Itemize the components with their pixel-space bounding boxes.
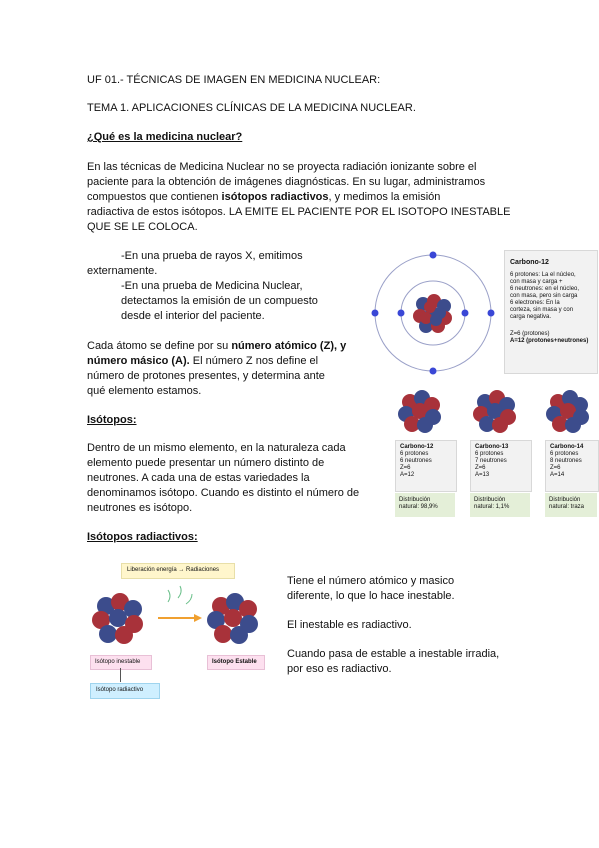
isotope-line-2: elemento puede presentar un número distinto de xyxy=(87,457,325,469)
atom-line-1: Cada átomo se define por su número atómico (Z), y xyxy=(87,340,347,352)
isotope-name: Carbono-12 xyxy=(400,444,434,450)
card-title: Carbono-12 xyxy=(510,259,549,266)
card-line: Z=6 (protones) xyxy=(510,331,550,337)
isotope-line-4: denominamos isótopo. Cuando es distinto el número de xyxy=(87,487,360,499)
card-line: carga negativa. xyxy=(510,314,552,320)
isotope-z: Z=6 xyxy=(550,465,561,471)
isotope-a: A=14 xyxy=(550,472,565,478)
distribution-label: Distribución xyxy=(399,497,431,503)
isotope-name: Carbono-14 xyxy=(550,444,584,450)
carbon-14-nucleus xyxy=(546,390,589,433)
radio-line-2: diferente, lo que lo hace inestable. xyxy=(287,590,455,602)
section-heading-isotopes: Isótopos: xyxy=(87,414,137,426)
distribution-value: natural: 1,1% xyxy=(474,504,510,510)
energy-release-label xyxy=(121,563,235,579)
xray-line-1: -En una prueba de rayos X, emitimos xyxy=(121,250,303,262)
intro-line-5: QUE SE LE COLOCA. xyxy=(87,221,198,233)
connector-line xyxy=(120,668,121,682)
card-line: corteza, sin masa y con xyxy=(510,307,574,313)
isotope-card-c13 xyxy=(470,440,532,492)
distribution-value: natural: 98,9% xyxy=(399,504,438,510)
carbon-atom-diagram xyxy=(368,246,498,380)
isotope-line-1: Dentro de un mismo elemento, en la naturaleza cada xyxy=(87,442,346,454)
card-line: A=12 (protones+neutrones) xyxy=(510,338,589,344)
isotope-protons: 6 protones xyxy=(475,451,504,457)
topic-title: TEMA 1. APLICACIONES CLÍNICAS DE LA MEDICINA NUCLEAR. xyxy=(87,102,416,114)
isotope-neutrons: 7 neutrones xyxy=(475,458,507,464)
section-heading-radioactive-isotopes: Isótopos radiactivos: xyxy=(87,531,198,543)
section-heading-nuclear-medicine: ¿Qué es la medicina nuclear? xyxy=(87,131,243,143)
decay-diagram xyxy=(90,580,280,650)
radioactive-label-box xyxy=(90,683,160,699)
distribution-c12 xyxy=(395,493,455,517)
stable-label-box xyxy=(207,655,265,670)
radio-line-3: El inestable es radiactivo. xyxy=(287,619,412,631)
intro-line-1: En las técnicas de Medicina Nuclear no se proyecta radiación ionizante sobre el xyxy=(87,161,477,173)
unstable-nucleus xyxy=(92,593,143,644)
distribution-c13 xyxy=(470,493,530,517)
radioactive-label: Isótopo radiactivo xyxy=(96,687,144,693)
card-line: 6 electrones: En la xyxy=(510,300,560,306)
isotope-line-3: neutrones. A cada una de estas variedades la xyxy=(87,472,310,484)
isotope-a: A=13 xyxy=(475,472,490,478)
unit-title: UF 01.- TÉCNICAS DE IMAGEN EN MEDICINA NUCLEAR: xyxy=(87,74,381,86)
distribution-label: Distribución xyxy=(474,497,506,503)
atom-line-2: número másico (A). El número Z nos define el xyxy=(87,355,319,367)
isotope-card-c12 xyxy=(395,440,457,492)
isotope-z: Z=6 xyxy=(400,465,411,471)
isotope-neutrons: 8 neutrones xyxy=(550,458,582,464)
energy-release-text: Liberación energía → Radiaciones xyxy=(127,567,220,573)
isotope-nuclei-row xyxy=(392,386,598,438)
isotope-name: Carbono-13 xyxy=(475,444,509,450)
isotope-z: Z=6 xyxy=(475,465,486,471)
radio-line-1: Tiene el número atómico y masico xyxy=(287,575,455,587)
nm-line-2: detectamos la emisión de un compuesto xyxy=(121,295,318,307)
atom-line-3: número de protones presentes, y determina ante xyxy=(87,370,325,382)
isotope-protons: 6 protones xyxy=(550,451,579,457)
card-line: con masa, pero sin carga xyxy=(510,293,578,299)
intro-line-4: radiactiva de estos isótopos. LA EMITE EL PACIENTE POR EL ISOTOPO INESTABLE xyxy=(87,206,511,218)
radio-line-4: Cuando pasa de estable a inestable irradia, xyxy=(287,648,500,660)
stable-nucleus xyxy=(207,593,258,644)
atom-line-4: qué elemento estamos. xyxy=(87,385,202,397)
unstable-label-box xyxy=(90,655,152,670)
radiation-arrows xyxy=(168,586,192,604)
card-line: 6 neutrones: en el núcleo, xyxy=(510,286,580,292)
nm-line-1: -En una prueba de Medicina Nuclear, xyxy=(121,280,303,292)
distribution-value: natural: traza xyxy=(549,504,585,510)
isotope-card-c14 xyxy=(545,440,599,492)
carbon-13-nucleus xyxy=(473,390,516,433)
nm-line-3: desde el interior del paciente. xyxy=(121,310,265,322)
decay-arrow-head xyxy=(194,614,202,622)
radio-line-5: por eso es radiactivo. xyxy=(287,663,392,675)
unstable-label: Isótopo inestable xyxy=(95,659,141,665)
nucleus xyxy=(413,294,452,333)
card-line: 6 protones: La el núcleo, xyxy=(510,272,576,278)
intro-line-2: paciente para la obtención de imágenes diagnósticas. En su lugar, administramos xyxy=(87,176,486,188)
carbon-12-info-card xyxy=(504,250,598,374)
isotope-line-5: neutrones es isótopo. xyxy=(87,502,193,514)
xray-line-2: externamente. xyxy=(87,265,158,277)
card-line: con masa y carga + xyxy=(510,279,563,285)
carbon-12-nucleus xyxy=(398,390,441,433)
isotope-neutrons: 6 neutrones xyxy=(400,458,432,464)
stable-label: Isótopo Estable xyxy=(212,659,257,665)
isotope-a: A=12 xyxy=(400,472,415,478)
isotope-protons: 6 protones xyxy=(400,451,429,457)
distribution-c14 xyxy=(545,493,597,517)
distribution-label: Distribución xyxy=(549,497,581,503)
intro-line-3: compuestos que contienen isótopos radiactivos, y medimos la emisión xyxy=(87,191,441,203)
